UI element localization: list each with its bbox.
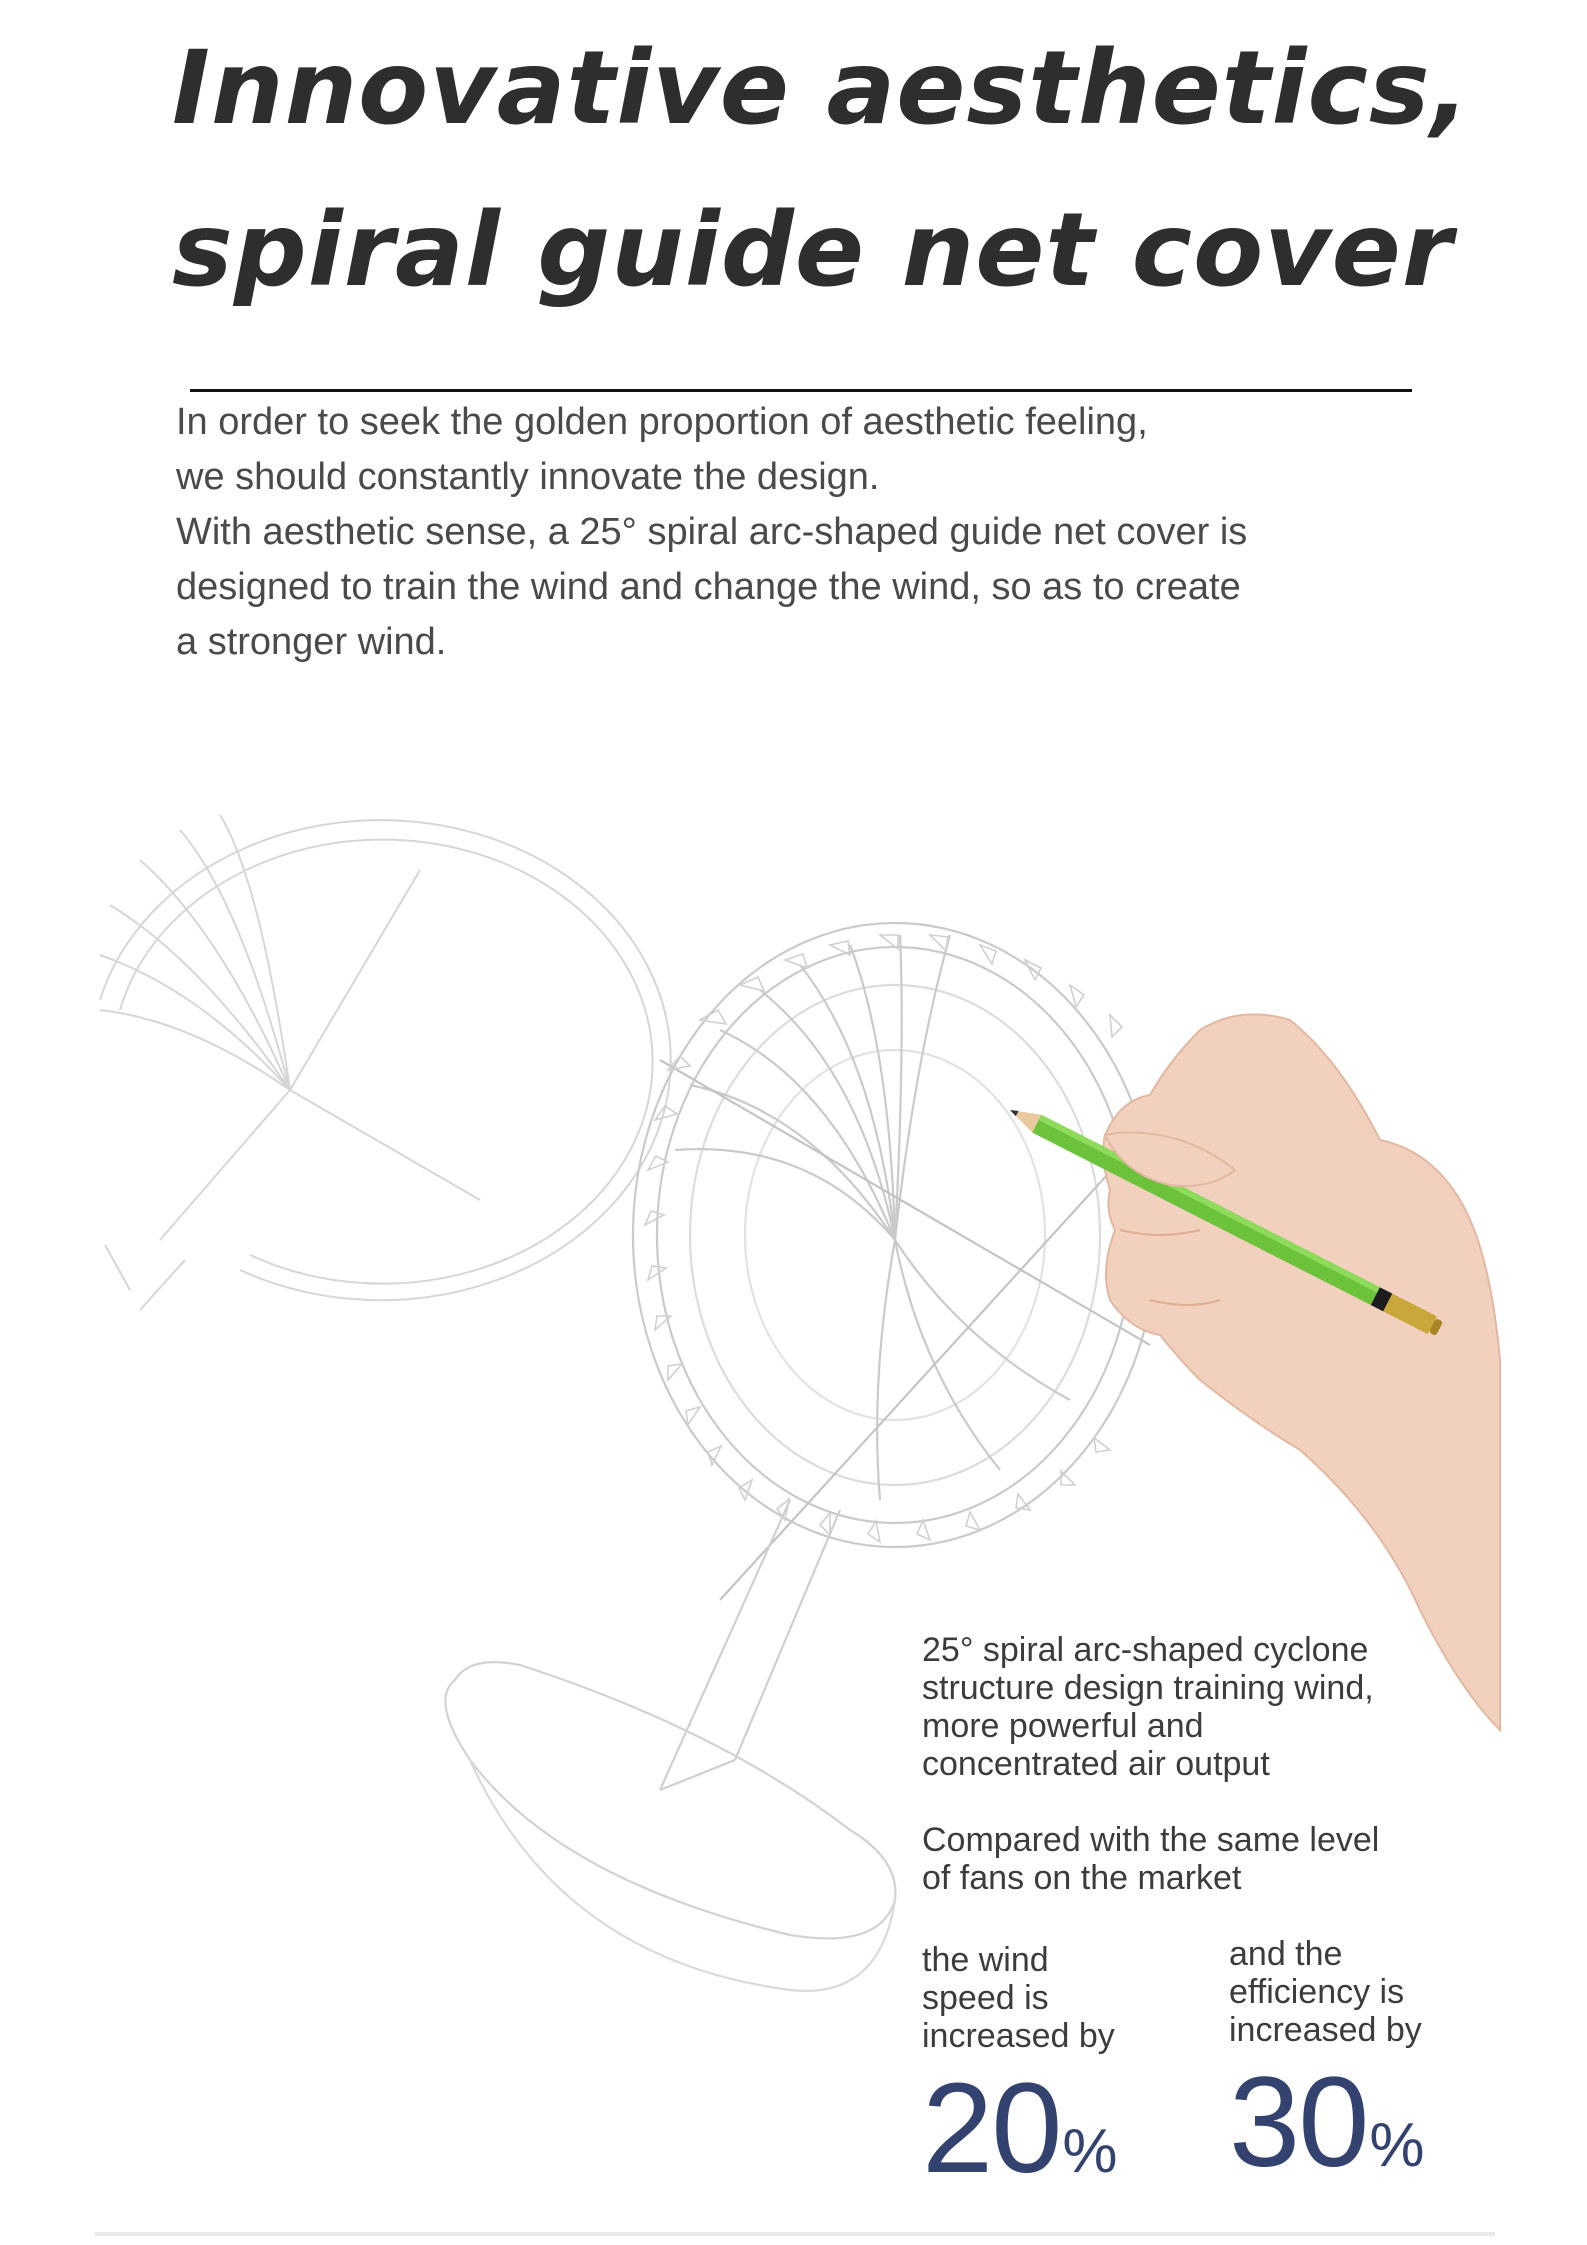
- comparison-text: [922, 1821, 1482, 1897]
- efficiency-label-line-3: increased by: [1229, 2011, 1422, 2049]
- wind-speed-label-line-3: increased by: [922, 2017, 1115, 2055]
- wind-speed-unit: %: [1062, 2117, 1118, 2186]
- bottom-border: [95, 2232, 1495, 2236]
- headline: [172, 8, 1472, 332]
- wind-speed-value: [922, 2057, 1172, 2200]
- background-fan-sketch: [100, 815, 671, 1310]
- comparison-line-2: of fans on the market: [922, 1859, 1242, 1897]
- headline-line-1: Innovative aesthetics,: [172, 29, 1471, 148]
- intro-line-2: we should constantly innovate the design.: [176, 456, 880, 498]
- callout-line-3: more powerful and: [922, 1707, 1204, 1745]
- wind-speed-label-line-2: speed is: [922, 1979, 1049, 2017]
- efficiency-value: [1229, 2051, 1489, 2194]
- efficiency-number: 30: [1229, 2051, 1368, 2194]
- comparison-line-1: Compared with the same level: [922, 1821, 1380, 1859]
- wind-speed-label: [922, 1941, 1172, 2055]
- efficiency-label-line-2: efficiency is: [1229, 1973, 1405, 2011]
- headline-line-2: spiral guide net cover: [172, 191, 1454, 310]
- efficiency-label: [1229, 1935, 1489, 2049]
- divider-rule: [190, 389, 1412, 392]
- wind-speed-label-line-1: the wind: [922, 1941, 1049, 1979]
- wind-speed-number: 20: [922, 2057, 1061, 2200]
- callout-line-4: concentrated air output: [922, 1745, 1270, 1783]
- callout-line-1: 25° spiral arc-shaped cyclone: [922, 1631, 1369, 1669]
- intro-line-5: a stronger wind.: [176, 621, 447, 663]
- hand-with-pencil: [1005, 1014, 1500, 1730]
- wind-speed-stat: [922, 1941, 1172, 2200]
- efficiency-label-line-1: and the: [1229, 1935, 1343, 1973]
- intro-line-1: In order to seek the golden proportion of aesthetic feeling,: [176, 401, 1148, 443]
- efficiency-unit: %: [1369, 2111, 1425, 2180]
- cyclone-callout: [922, 1631, 1442, 1783]
- callout-line-2: structure design training wind,: [922, 1669, 1374, 1707]
- intro-line-3: With aesthetic sense, a 25° spiral arc-shaped guide net cover is: [176, 511, 1248, 553]
- intro-line-4: designed to train the wind and change the wind, so as to create: [176, 566, 1241, 608]
- efficiency-stat: [1229, 1935, 1489, 2194]
- intro-paragraph: [176, 395, 1456, 670]
